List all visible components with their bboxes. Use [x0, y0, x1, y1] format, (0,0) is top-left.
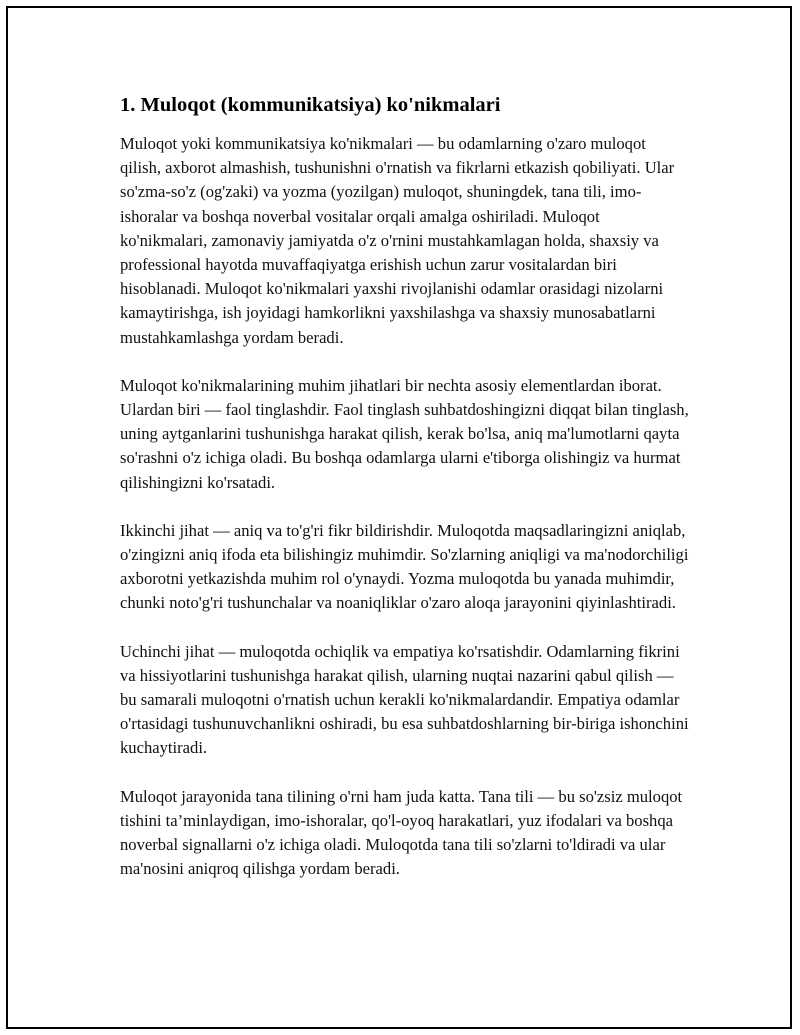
paragraph-2: Muloqot ko'nikmalarining muhim jihatlari bir nechta asosiy elementlardan iborat. Ulardan biri — faol tinglashdir. Faol tinglash suhbatdoshingizni diqqat bilan tinglash, uning aytganlarini tushunishga harakat qilish, kerak bo'lsa, aniq ma'lumotlarni qayta so'rashni o'z ichiga oladi. Bu boshqa odamlarga ularni e'tiborga olishingiz va hurmat qilishingizni ko'rsatadi. [120, 375, 689, 492]
paragraph-3: Ikkinchi jihat — aniq va to'g'ri fikr bildirishdir. Muloqotda maqsadlaringizni aniqlab, o'zingizni aniq ifoda eta bilishingiz muhimdir. So'zlarning aniqligi va ma'nodorchiligi axborotni yetkazishda muhim rol o'ynaydi. Yozma muloqotda bu yanada muhimdir, chunki noto'g'ri tushunchalar va noaniqliklar o'zaro aloqa jarayonini qiyinlashtiradi. [120, 520, 689, 613]
section-heading: 1. Muloqot (kommunikatsiya) ko'nikmalari [120, 94, 501, 116]
page-frame [6, 6, 792, 1029]
paragraph-1: Muloqot yoki kommunikatsiya ko'nikmalari — bu odamlarning o'zaro muloqot qilish, axborot almashish, tushunishni o'rnatish va fikrlarni etkazish qobiliyati. Ular so'zma-so'z (og'zaki) va yozma (yozilgan) muloqot, shuningdek, tana tili, imo-ishoralar va boshqa noverbal vositalar orqali amalga oshiriladi. Muloqot ko'nikmalari, zamonaviy jamiyatda o'z o'rnini mustahkamlagan holda, shaxsiy va professional hayotda muvaffaqiyatga erishish uchun zarur vositalardan biri hisoblanadi. Muloqot ko'nikmalari yaxshi rivojlanishi odamlar orasidagi nizolarni kamaytirishga, ish joyidagi hamkorlikni yaxshilashga va shaxsiy munosabatlarni mustahkamlashga yordam beradi. [120, 134, 675, 347]
document-body [120, 92, 690, 905]
paragraph-5: Muloqot jarayonida tana tilining o'rni ham juda katta. Tana tili — bu so'zsiz muloqot tishini ta’minlaydigan, imo-ishoralar, qo'l-oyoq harakatlari, yuz ifodalari va boshqa noverbal signallarni o'z ichiga oladi. Muloqotda tana tili so'zlarni to'ldiradi va ular ma'nosini aniqroq qilishga yordam beradi. [120, 786, 683, 879]
paragraph-4: Uchinchi jihat — muloqotda ochiqlik va empatiya ko'rsatishdir. Odamlarning fikrini va hissiyotlarini tushunishga harakat qilish, ularning nuqtai nazarini qabul qilish — bu samarali muloqotni o'rnatish uchun kerakli ko'nikmalardandir. Empatiya odamlar o'rtasidagi tushunuvchanlikni oshiradi, bu esa suhbatdoshlarning bir-biriga ishonchini kuchaytiradi. [120, 641, 689, 758]
